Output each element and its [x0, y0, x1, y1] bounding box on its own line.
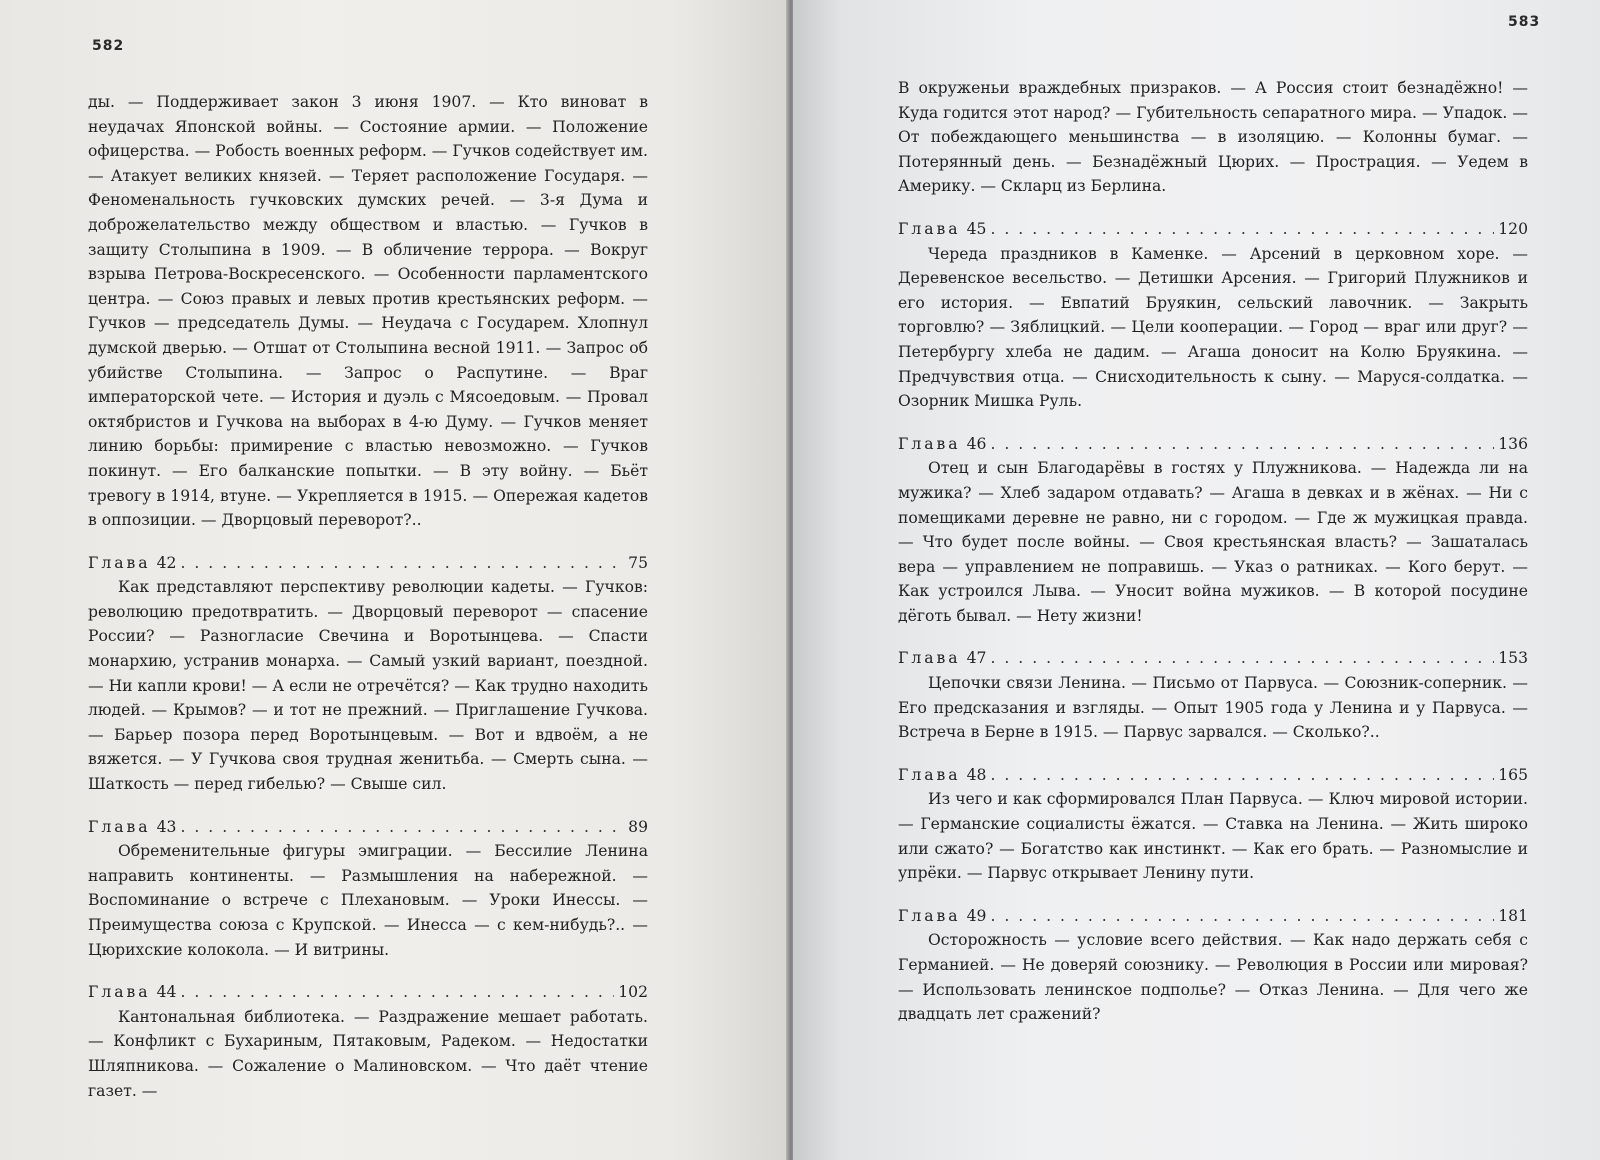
right-page-text [898, 76, 1528, 1027]
chapter-label: Глава [898, 434, 961, 453]
chapter-46-entry [898, 432, 1528, 629]
chapter-43-entry [88, 815, 648, 963]
left-page-text [88, 90, 648, 1103]
chapter-summary: Как представляют перспективу революции кадеты. — Гучков: революцию предотвратить. — Дворцовый переворот — спасение России? — Разногласие Свечина и Воротынцева. — Спасти монархию, устранив монарха. — Самый узкий вариант, поездной. — Ни капли крови! — А если не отречётся? — Как трудно находить людей. — Крымов? — и тот не прежний. — Приглашение Гучкова. — Барьер позора перед Воротынцевым. — Вот и вдвоём, а не вяжется. — У Гучкова своя трудная женитьба. — Смерть сына. — Шаткость — перед гибелью? — Свыше сил. [88, 578, 648, 794]
chapter-heading [898, 432, 1528, 457]
dot-leader [990, 763, 1494, 788]
chapter-summary: Обременительные фигуры эмиграции. — Бессилие Ленина направить континенты. — Размышления на набережной. — Воспоминание о встрече с Плехановым. — Уроки Инессы. — Преимущества союза с Крупской. — Инесса — с кем-нибудь?.. — Цюрихские колокола. — И витрины. [88, 842, 648, 959]
chapter-number: 43 [156, 817, 177, 836]
chapter-48-entry [898, 763, 1528, 886]
chapter-label: Глава [88, 983, 151, 1002]
chapter-label: Глава [898, 649, 961, 668]
chapter-page-number: 165 [1498, 765, 1528, 784]
chapter-heading [898, 217, 1528, 242]
chapter-label: Глава [88, 553, 151, 572]
chapter-number: 45 [966, 219, 987, 238]
chapter-number: 47 [966, 649, 987, 668]
chapter-44-entry [88, 980, 648, 1103]
chapter-page-number: 102 [618, 983, 648, 1002]
chapter-summary: Осторожность — условие всего действия. — Как надо держать себя с Германией. — Не доверяй союзнику. — Революция в России или мировая? — Использовать ленинское подполье? — Отказ Ленина. — Для чего же двадцать лет сражений? [898, 931, 1528, 1024]
chapter-heading [88, 551, 648, 576]
chapter-page-number: 120 [1498, 219, 1528, 238]
chapter-45-entry [898, 217, 1528, 414]
chapter-summary: Цепочки связи Ленина. — Письмо от Парвуса. — Союзник-соперник. — Его предсказания и взгляды. — Опыт 1905 года у Ленина и у Парвуса. — Встреча в Берне в 1915. — Парвус зарвался. — Сколько?.. [898, 674, 1528, 742]
dot-leader [180, 815, 624, 840]
right-page [793, 0, 1600, 1160]
chapter-heading [88, 980, 648, 1005]
chapter-42-entry [88, 551, 648, 797]
chapter-page-number: 89 [628, 817, 648, 836]
continued-summary: В окруженьи враждебных призраков. — А Россия стоит безнадёжно! — Куда годится этот народ? — Губительность сепаратного мира. — Упадок. — От побеждающего меньшинства — в изоляцию. — Колонны бумаг. — Потерянный день. — Безнадёжный Цюрих. — Прострация. — Уедем в Америку. — Скларц из Берлина. [898, 79, 1528, 196]
chapter-summary: Череда праздников в Каменке. — Арсений в церковном хоре. — Деревенское весельство. — Детишки Арсения. — Григорий Плужников и его история. — Евпатий Бруякин, сельский лавочник. — Закрыть торговлю? — Зяблицкий. — Цели кооперации. — Город — враг или друг? — Петербургу хлеба не дадим. — Агаша доносит на Колю Бруякина. — Предчувствия отца. — Снисходительность к сыну. — Маруся-солдатка. — Озорник Мишка Руль. [898, 244, 1528, 411]
dot-leader [990, 217, 1494, 242]
dot-leader [990, 904, 1494, 929]
continued-summary: ды. — Поддерживает закон 3 июня 1907. — Кто виноват в неудачах Японской войны. — Состояние армии. — Положение офицерства. — Робость военных реформ. — Гучков содействует им. — Атакует великих князей. — Теряет расположение Государя. — Феноменальность гучковских думских речей. — 3-я Дума и доброжелательство между обществом и властью. — Гучков в защиту Столыпина в 1909. — В обличение террора. — Вокруг взрыва Петрова-Воскресенского. — Особенности парламентского центра. — Союз правых и левых против крестьянских реформ. — Гучков — председатель Думы. — Неудача с Государем. Хлопнул думской дверью. — Отшат от Столыпина весной 1911. — Запрос об убийстве Столыпина. — Запрос о Распутине. — Враг императорской чете. — История и дуэль с Мясоедовым. — Провал октябристов и Гучкова на выборах в 4-ю Думу. — Гучков меняет линию борьбы: примирение с властью невозможно. — Гучков покинут. — Его балканские попытки. — В эту войну. — Бьёт тревогу в 1914, втуне. — Укрепляется в 1915. — Опережая кадетов в оппозиции. — Дворцовый переворот?.. [88, 93, 648, 530]
dot-leader [180, 980, 614, 1005]
chapter-number: 49 [966, 906, 987, 925]
chapter-page-number: 75 [628, 553, 648, 572]
chapter-number: 44 [156, 983, 177, 1002]
chapter-number: 48 [966, 765, 987, 784]
left-page [0, 0, 790, 1160]
dot-leader [990, 646, 1494, 671]
chapter-heading [898, 646, 1528, 671]
page-number-right: 583 [1508, 14, 1541, 30]
chapter-heading [88, 815, 648, 840]
dot-leader [180, 551, 624, 576]
chapter-page-number: 153 [1498, 649, 1528, 668]
chapter-summary: Кантональная библиотека. — Раздражение мешает работать. — Конфликт с Бухариным, Пятаковым, Радеком. — Недостатки Шляпникова. — Сожаление о Малиновском. — Что даёт чтение газет. — [88, 1007, 648, 1100]
chapter-label: Глава [898, 906, 961, 925]
page-number-left: 582 [92, 38, 125, 54]
chapter-number: 42 [156, 553, 177, 572]
chapter-47-entry [898, 646, 1528, 744]
chapter-label: Глава [898, 219, 961, 238]
chapter-summary: Из чего и как сформировался План Парвуса. — Ключ мировой истории. — Германские социалисты ёжатся. — Ставка на Ленина. — Жить широко или сжато? — Богатство как инстинкт. — Как его брать. — Разномыслие и упрёки. — Парвус открывает Ленину пути. [898, 790, 1528, 883]
chapter-label: Глава [898, 765, 961, 784]
chapter-heading [898, 904, 1528, 929]
chapter-49-entry [898, 904, 1528, 1027]
chapter-number: 46 [966, 434, 987, 453]
chapter-page-number: 136 [1498, 434, 1528, 453]
dot-leader [990, 432, 1494, 457]
chapter-label: Глава [88, 817, 151, 836]
chapter-heading [898, 763, 1528, 788]
chapter-page-number: 181 [1498, 906, 1528, 925]
chapter-summary: Отец и сын Благодарёвы в гостях у Плужникова. — Надежда ли на мужика? — Хлеб задаром отдавать? — Агаша в девках и в жёнах. — Ни с помещиками деревне не равно, ни с городом. — Где ж мужицкая правда. — Что будет после войны. — Своя крестьянская власть? — Зашаталась вера — управлением не поправишь. — Указ о ратниках. — Кого берут. — Как устроился Лыва. — Уносит война мужиков. — В которой посудине дёготь бывал. — Нету жизни! [898, 459, 1528, 625]
